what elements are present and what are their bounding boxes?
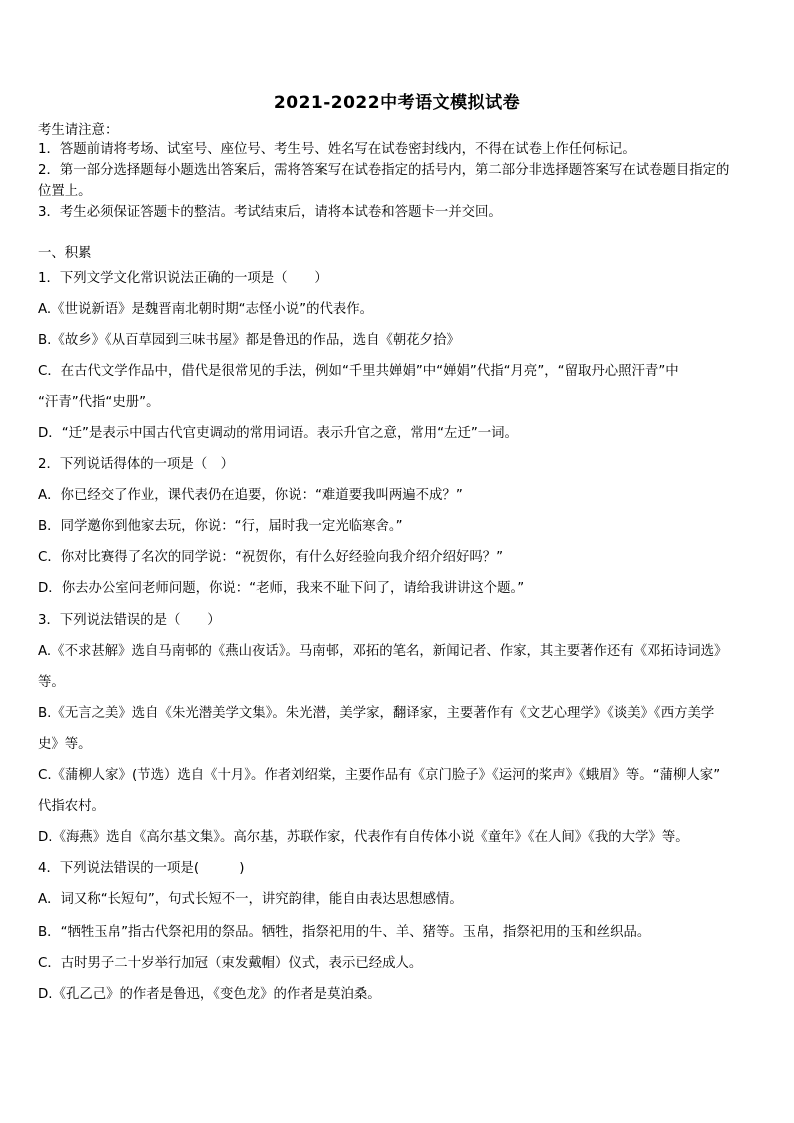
question-option: C．古时男子二十岁举行加冠（束发戴帽）仪式，表示已经成人。 [38,956,423,971]
page-title: 2021-2022中考语文模拟试卷 [273,93,521,113]
question-option: B.《无言之美》选自《朱光潜美学文集》。朱光潜，美学家，翻译家，主要著作有《文艺心理学》《谈美》《西方美学 [38,706,715,721]
notice-item: 1．答题前请将考场、试室号、座位号、考生号、姓名写在试卷密封线内，不得在试卷上作任何标记。 [38,142,636,157]
question-option: D.《海燕》选自《高尔基文集》。高尔基，苏联作家，代表作有自传体小说《童年》《在人间》《我的大学》等。 [38,830,689,845]
question-option: D．“迁”是表示中国古代官吏调动的常用词语。表示升官之意，常用“左迁”一词。 [38,426,518,441]
question-stem: 1．下列文学文化常识说法正确的一项是（ ） [38,271,328,286]
notice-item: 3．考生必须保证答题卡的整洁。考试结束后，请将本试卷和答题卡一并交回。 [38,205,502,220]
notice-item: 2．第一部分选择题每小题选出答案后，需将答案写在试卷指定的括号内，第二部分非选择题答案写在试卷题目指定的 [38,163,730,178]
question-option: 史》等。 [38,737,92,752]
question-stem: 4．下列说法错误的一项是( ) [38,861,245,876]
question-option: C.《蒲柳人家》(节选）选自《十月》。作者刘绍棠，主要作品有《京门脸子》《运河的桨声》《蛾眉》等。“蒲柳人家” [38,768,721,783]
question-option: A．你已经交了作业，课代表仍在追要，你说：“难道要我叫两遍不成？” [38,488,463,503]
notice-item: 位置上。 [38,184,92,199]
question-option: 代指农村。 [38,799,105,814]
question-stem: 2．下列说话得体的一项是（ ） [38,457,234,472]
question-option: A.《不求甚解》选自马南邨的《燕山夜话》。马南邨，邓拓的笔名，新闻记者、作家，其主要著作还有《邓拓诗词选》 [38,644,728,659]
notice-heading: 考生请注意： [38,123,119,138]
question-option: D.《孔乙己》的作者是鲁迅，《变色龙》的作者是莫泊桑。 [38,987,381,1002]
question-option: C．你对比赛得了名次的同学说：“祝贺你，有什么好经验向我介绍介绍好吗？” [38,550,504,565]
question-option: “汗青”代指“史册”。 [38,395,160,410]
question-option: C．在古代文学作品中，借代是很常见的手法，例如“千里共婵娟”中“婵娟”代指“月亮”，“留取丹心照汗青”中 [38,364,679,379]
question-option: A．词又称“长短句”，句式长短不一，讲究韵律，能自由表达思想感情。 [38,892,463,907]
question-option: 等。 [38,675,65,690]
question-option: B．同学邀你到他家去玩，你说：“行，届时我一定光临寒舍。” [38,519,403,534]
question-option: A.《世说新语》是魏晋南北朝时期“志怪小说”的代表作。 [38,302,374,317]
section-heading: 一、积累 [38,246,92,261]
question-stem: 3．下列说法错误的是（ ） [38,613,221,628]
question-option: D．你去办公室问老师问题，你说：“老师，我来不耻下问了，请给我讲讲这个题。” [38,581,525,596]
question-option: B．“牺牲玉帛”指古代祭祀用的祭品。牺牲，指祭祀用的牛、羊、猪等。玉帛，指祭祀用的玉和丝织品。 [38,925,651,940]
question-option: B.《故乡》《从百草园到三味书屋》都是鲁迅的作品，选自《朝花夕拾》 [38,333,460,348]
